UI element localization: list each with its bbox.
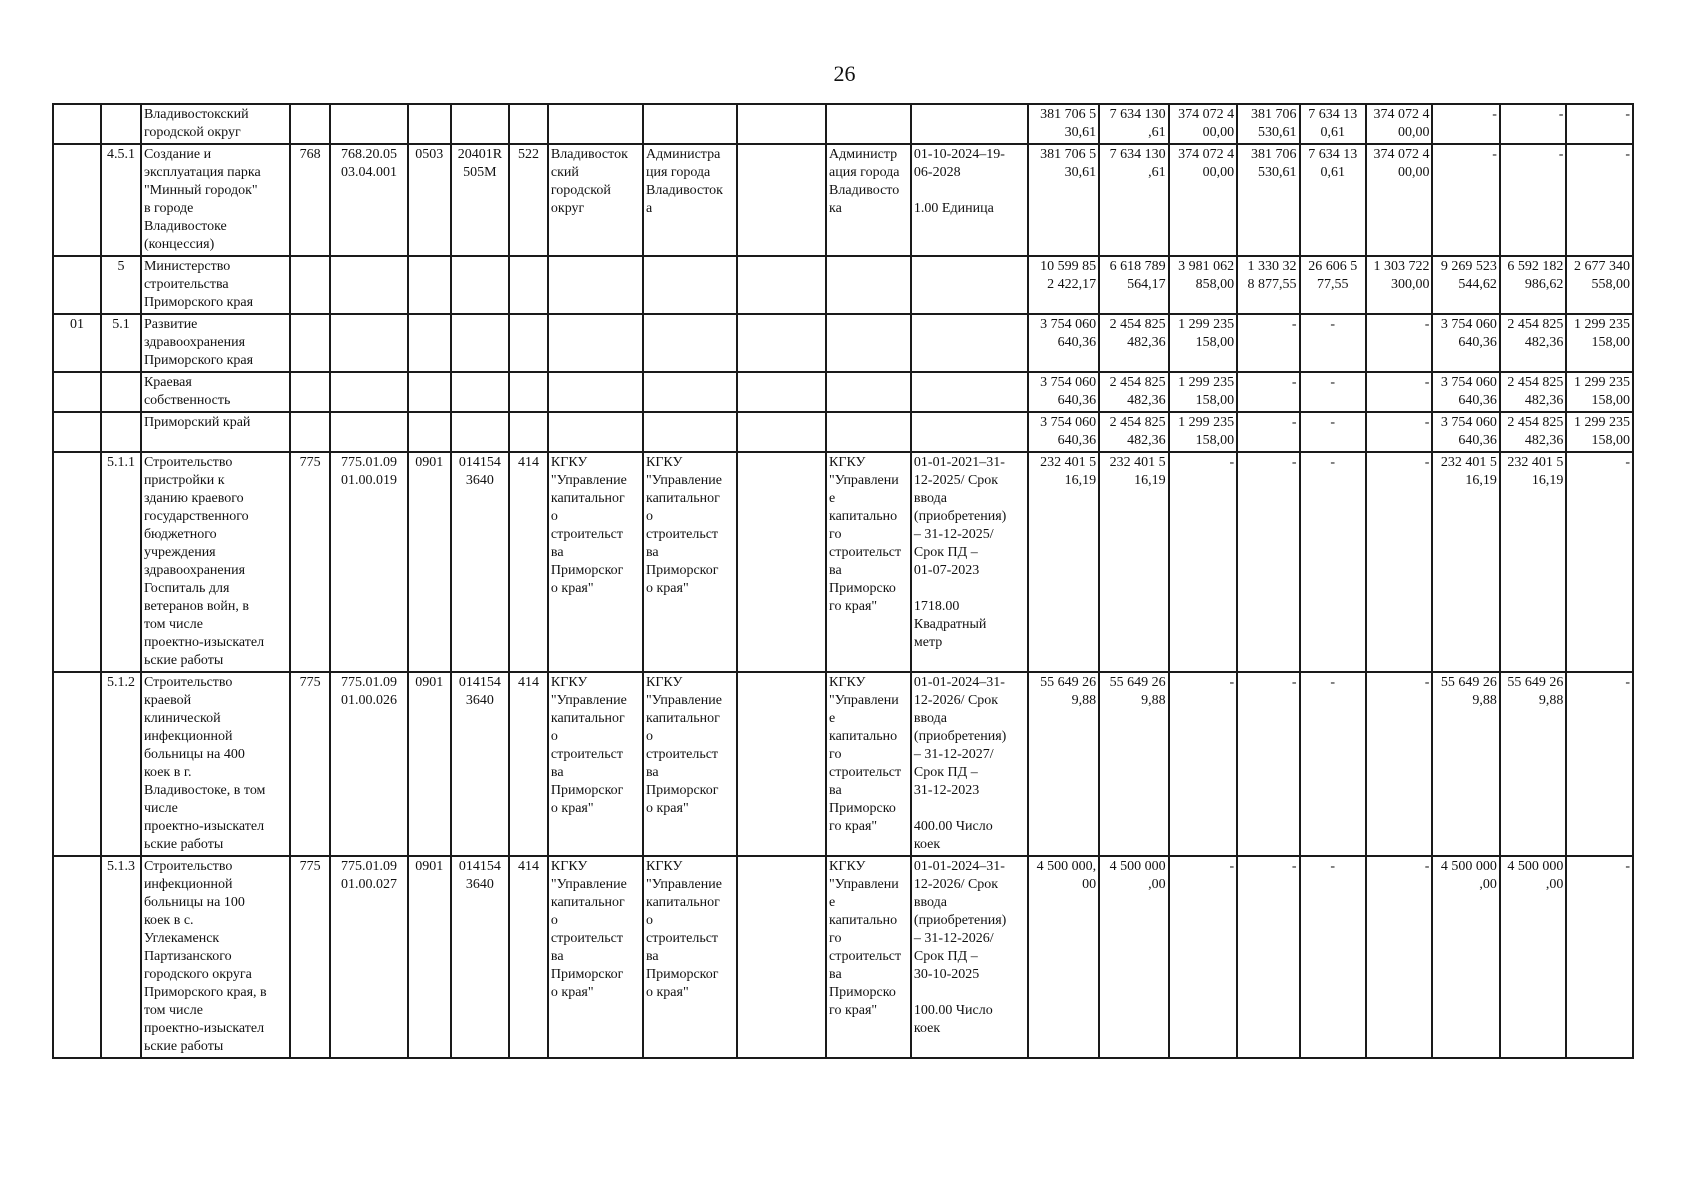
total-value-cell: 7 634 130 ,61 [1099,144,1169,256]
year-value-cell: 26 606 5 77,55 [1300,256,1366,314]
expense-type-cell: 414 [509,452,548,672]
owner-cell [548,412,643,452]
year-value-cell: - [1366,412,1432,452]
blank-cell [737,372,826,412]
target-code-cell: 775.01.09 01.00.027 [330,856,408,1058]
target-code-cell [330,412,408,452]
target-code-cell: 775.01.09 01.00.026 [330,672,408,856]
budget-table [52,103,1634,1059]
total-value-cell: 2 454 825 482,36 [1099,412,1169,452]
future-value-cell: 55 649 26 9,88 [1432,672,1499,856]
target-code-cell [330,372,408,412]
year-value-cell: - [1300,452,1366,672]
customer-cell: КГКУ "Управление капитальног о строительст ва Приморског о края" [643,452,737,672]
blank-cell [737,412,826,452]
total-value-cell: 6 618 789 564,17 [1099,256,1169,314]
target-code-cell [330,104,408,144]
expense-type-cell: 522 [509,144,548,256]
year-value-cell: 7 634 13 0,61 [1300,104,1366,144]
total-value-cell: 4 500 000 ,00 [1099,856,1169,1058]
total-value-cell: - [1169,672,1238,856]
table-row [53,672,1633,856]
future-value-cell: 4 500 000 ,00 [1432,856,1499,1058]
blank-cell [737,314,826,372]
section-code-cell: 0503 [408,144,451,256]
future-value-cell: 1 299 235 158,00 [1566,314,1633,372]
total-value-cell: 10 599 85 2 422,17 [1028,256,1100,314]
future-value-cell: 1 299 235 158,00 [1566,412,1633,452]
developer-cell [826,104,911,144]
future-value-cell: 232 401 5 16,19 [1432,452,1499,672]
row-number-cell: 4.5.1 [101,144,141,256]
ministry-code-cell [290,372,330,412]
item-name-cell: Краевая собственность [141,372,290,412]
developer-cell [826,314,911,372]
table-row [53,256,1633,314]
total-value-cell: 3 754 060 640,36 [1028,314,1100,372]
total-value-cell: 3 754 060 640,36 [1028,372,1100,412]
total-value-cell: 1 299 235 158,00 [1169,412,1238,452]
year-value-cell: - [1237,314,1299,372]
blank-cell [737,856,826,1058]
year-value-cell: - [1300,412,1366,452]
future-value-cell: - [1500,104,1566,144]
item-name-cell: Создание и эксплуатация парка "Минный городок" в городе Владивостоке (концессия) [141,144,290,256]
year-value-cell: - [1237,856,1299,1058]
future-value-cell: - [1432,104,1499,144]
item-name-cell: Строительство пристройки к зданию краевого государственного бюджетного учреждения здравоохранения Госпиталь для ветеранов войн, в том числе проектно-изыскател ьские работы [141,452,290,672]
owner-cell: КГКУ "Управление капитальног о строительст ва Приморског о края" [548,856,643,1058]
target-code-cell [330,256,408,314]
year-value-cell: - [1300,672,1366,856]
year-value-cell: 1 330 32 8 877,55 [1237,256,1299,314]
item-name-cell: Строительство инфекционной больницы на 100 коек в с. Углекаменск Партизанского городского округа Приморского края, в том числе проектно-изыскател ьские работы [141,856,290,1058]
customer-cell [643,372,737,412]
customer-cell: Администра ция города Владивосток а [643,144,737,256]
developer-cell: КГКУ "Управлени е капитально го строительст ва Приморско го края" [826,452,911,672]
schedule-capacity-cell [911,314,1028,372]
future-value-cell: 3 754 060 640,36 [1432,314,1499,372]
future-value-cell: 3 754 060 640,36 [1432,412,1499,452]
section-code-cell: 0901 [408,856,451,1058]
blank-cell [737,104,826,144]
row-group-cell [53,104,101,144]
year-value-cell: 381 706 530,61 [1237,104,1299,144]
row-number-cell: 5.1 [101,314,141,372]
owner-cell [548,104,643,144]
future-value-cell: 2 677 340 558,00 [1566,256,1633,314]
year-value-cell: - [1237,372,1299,412]
developer-cell [826,256,911,314]
item-name-cell: Строительство краевой клинической инфекционной больницы на 400 коек в г. Владивостоке, в том числе проектно-изыскател ьские работы [141,672,290,856]
article-code-cell: 014154 3640 [451,856,509,1058]
future-value-cell: - [1432,144,1499,256]
article-code-cell [451,256,509,314]
total-value-cell: 2 454 825 482,36 [1099,372,1169,412]
future-value-cell: 2 454 825 482,36 [1500,372,1566,412]
future-value-cell: 2 454 825 482,36 [1500,412,1566,452]
schedule-capacity-cell: 01-10-2024–19- 06-2028 1.00 Единица [911,144,1028,256]
blank-cell [737,672,826,856]
total-value-cell: - [1169,452,1238,672]
target-code-cell [330,314,408,372]
blank-cell [737,256,826,314]
customer-cell: КГКУ "Управление капитальног о строительст ва Приморског о края" [643,856,737,1058]
row-group-cell [53,856,101,1058]
year-value-cell: - [1366,452,1432,672]
schedule-capacity-cell: 01-01-2021–31- 12-2025/ Срок ввода (приобретения) – 31-12-2025/ Срок ПД – 01-07-2023 1718.00 Квадратный метр [911,452,1028,672]
ministry-code-cell [290,104,330,144]
year-value-cell: 381 706 530,61 [1237,144,1299,256]
year-value-cell: - [1237,672,1299,856]
developer-cell: Администр ация города Владивосто ка [826,144,911,256]
total-value-cell: 7 634 130 ,61 [1099,104,1169,144]
year-value-cell: 1 303 722 300,00 [1366,256,1432,314]
article-code-cell [451,104,509,144]
row-number-cell: 5.1.3 [101,856,141,1058]
row-group-cell [53,144,101,256]
row-group-cell: 01 [53,314,101,372]
future-value-cell: - [1566,144,1633,256]
future-value-cell: - [1566,672,1633,856]
row-group-cell [53,412,101,452]
blank-cell [737,144,826,256]
total-value-cell: 381 706 5 30,61 [1028,144,1100,256]
article-code-cell [451,314,509,372]
future-value-cell: 55 649 26 9,88 [1500,672,1566,856]
ministry-code-cell: 775 [290,856,330,1058]
total-value-cell: 1 299 235 158,00 [1169,314,1238,372]
total-value-cell: 4 500 000, 00 [1028,856,1100,1058]
year-value-cell: - [1366,372,1432,412]
expense-type-cell [509,412,548,452]
blank-cell [737,452,826,672]
customer-cell [643,412,737,452]
owner-cell: Владивосток ский городской округ [548,144,643,256]
owner-cell: КГКУ "Управление капитальног о строительст ва Приморског о края" [548,672,643,856]
future-value-cell: - [1500,144,1566,256]
table-row [53,144,1633,256]
total-value-cell: 232 401 5 16,19 [1099,452,1169,672]
year-value-cell: 7 634 13 0,61 [1300,144,1366,256]
total-value-cell: 232 401 5 16,19 [1028,452,1100,672]
schedule-capacity-cell [911,256,1028,314]
row-group-cell [53,672,101,856]
customer-cell: КГКУ "Управление капитальног о строительст ва Приморског о края" [643,672,737,856]
schedule-capacity-cell [911,412,1028,452]
total-value-cell: 55 649 26 9,88 [1028,672,1100,856]
future-value-cell: 9 269 523 544,62 [1432,256,1499,314]
customer-cell [643,314,737,372]
future-value-cell: 3 754 060 640,36 [1432,372,1499,412]
future-value-cell: - [1566,104,1633,144]
expense-type-cell: 414 [509,672,548,856]
total-value-cell: 2 454 825 482,36 [1099,314,1169,372]
article-code-cell: 014154 3640 [451,672,509,856]
year-value-cell: - [1300,856,1366,1058]
item-name-cell: Министерство строительства Приморского края [141,256,290,314]
ministry-code-cell: 775 [290,672,330,856]
article-code-cell [451,412,509,452]
total-value-cell: 381 706 5 30,61 [1028,104,1100,144]
future-value-cell: - [1566,856,1633,1058]
section-code-cell [408,314,451,372]
year-value-cell: - [1237,452,1299,672]
section-code-cell [408,412,451,452]
future-value-cell: 232 401 5 16,19 [1500,452,1566,672]
schedule-capacity-cell [911,372,1028,412]
item-name-cell: Развитие здравоохранения Приморского края [141,314,290,372]
table-row [53,104,1633,144]
row-number-cell: 5.1.1 [101,452,141,672]
target-code-cell: 775.01.09 01.00.019 [330,452,408,672]
developer-cell [826,372,911,412]
ministry-code-cell [290,412,330,452]
future-value-cell: 4 500 000 ,00 [1500,856,1566,1058]
owner-cell [548,256,643,314]
schedule-capacity-cell: 01-01-2024–31- 12-2026/ Срок ввода (приобретения) – 31-12-2026/ Срок ПД – 30-10-2025 100.00 Число коек [911,856,1028,1058]
schedule-capacity-cell [911,104,1028,144]
table-row [53,452,1633,672]
article-code-cell [451,372,509,412]
customer-cell [643,256,737,314]
customer-cell [643,104,737,144]
owner-cell: КГКУ "Управление капитальног о строительст ва Приморског о края" [548,452,643,672]
developer-cell: КГКУ "Управлени е капитально го строительст ва Приморско го края" [826,672,911,856]
total-value-cell: 55 649 26 9,88 [1099,672,1169,856]
page-number: 26 [833,61,856,86]
year-value-cell: - [1300,372,1366,412]
section-code-cell [408,104,451,144]
owner-cell [548,314,643,372]
section-code-cell [408,372,451,412]
year-value-cell: - [1237,412,1299,452]
schedule-capacity-cell: 01-01-2024–31- 12-2026/ Срок ввода (приобретения) – 31-12-2027/ Срок ПД – 31-12-2023 400.00 Число коек [911,672,1028,856]
table-row [53,412,1633,452]
table-body [53,104,1633,1058]
expense-type-cell [509,256,548,314]
total-value-cell: 3 981 062 858,00 [1169,256,1238,314]
expense-type-cell [509,104,548,144]
row-number-cell [101,104,141,144]
target-code-cell: 768.20.05 03.04.001 [330,144,408,256]
ministry-code-cell: 768 [290,144,330,256]
table-row [53,856,1633,1058]
ministry-code-cell: 775 [290,452,330,672]
owner-cell [548,372,643,412]
row-number-cell [101,372,141,412]
future-value-cell: - [1566,452,1633,672]
article-code-cell: 20401R 505M [451,144,509,256]
expense-type-cell: 414 [509,856,548,1058]
year-value-cell: - [1366,672,1432,856]
ministry-code-cell [290,256,330,314]
item-name-cell: Приморский край [141,412,290,452]
developer-cell: КГКУ "Управлени е капитально го строительст ва Приморско го края" [826,856,911,1058]
row-number-cell: 5.1.2 [101,672,141,856]
year-value-cell: 374 072 4 00,00 [1366,144,1432,256]
row-group-cell [53,256,101,314]
total-value-cell: 374 072 4 00,00 [1169,104,1238,144]
expense-type-cell [509,314,548,372]
section-code-cell [408,256,451,314]
future-value-cell: 6 592 182 986,62 [1500,256,1566,314]
table-row [53,372,1633,412]
developer-cell [826,412,911,452]
ministry-code-cell [290,314,330,372]
future-value-cell: 1 299 235 158,00 [1566,372,1633,412]
year-value-cell: - [1300,314,1366,372]
section-code-cell: 0901 [408,672,451,856]
year-value-cell: 374 072 4 00,00 [1366,104,1432,144]
row-number-cell [101,412,141,452]
article-code-cell: 014154 3640 [451,452,509,672]
row-number-cell: 5 [101,256,141,314]
table-row [53,314,1633,372]
row-group-cell [53,452,101,672]
total-value-cell: 3 754 060 640,36 [1028,412,1100,452]
row-group-cell [53,372,101,412]
total-value-cell: 374 072 4 00,00 [1169,144,1238,256]
item-name-cell: Владивостокский городской округ [141,104,290,144]
year-value-cell: - [1366,856,1432,1058]
total-value-cell: 1 299 235 158,00 [1169,372,1238,412]
year-value-cell: - [1366,314,1432,372]
total-value-cell: - [1169,856,1238,1058]
section-code-cell: 0901 [408,452,451,672]
future-value-cell: 2 454 825 482,36 [1500,314,1566,372]
expense-type-cell [509,372,548,412]
